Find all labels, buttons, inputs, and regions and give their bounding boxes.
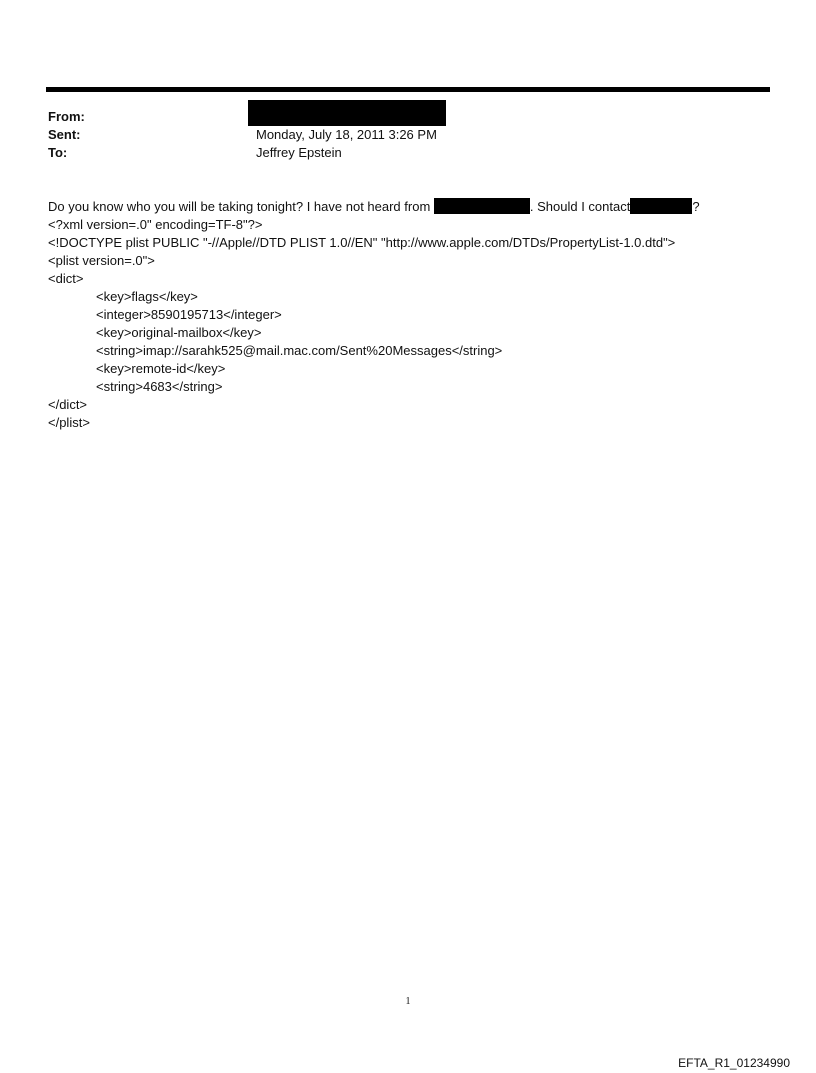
from-redaction <box>248 100 446 126</box>
sent-label: Sent: <box>48 127 81 142</box>
header-rule <box>46 87 770 92</box>
body-line-indented: <string>4683</string> <box>96 379 223 394</box>
intro-text-3: ? <box>692 199 700 214</box>
body-line: </plist> <box>48 415 90 430</box>
body-line: <?xml version=.0" encoding=TF-8"?> <box>48 217 263 232</box>
body-line: <plist version=.0"> <box>48 253 155 268</box>
body-line: <dict> <box>48 271 84 286</box>
to-label: To: <box>48 145 68 160</box>
intro-text-1: Do you know who you will be taking tonight? I have not heard from <box>48 199 434 214</box>
from-label: From: <box>48 109 85 124</box>
body-line: </dict> <box>48 397 88 412</box>
body-line-indented: <key>remote-id</key> <box>96 361 226 376</box>
body-line-intro <box>48 198 768 216</box>
name-redaction-2 <box>630 198 692 214</box>
body-line-indented: <key>flags</key> <box>96 289 198 304</box>
intro-text-2: . Should I contact <box>529 199 631 214</box>
to-value: Jeffrey Epstein <box>256 145 342 160</box>
email-body <box>48 198 768 432</box>
body-line-indented: <integer>8590195713</integer> <box>96 307 282 322</box>
body-line-indented: <key>original-mailbox</key> <box>96 325 262 340</box>
page-number: 1 <box>405 996 411 1007</box>
sent-value: Monday, July 18, 2011 3:26 PM <box>256 127 437 142</box>
bates-number: EFTA_R1_01234990 <box>678 1056 790 1070</box>
body-line-indented: <string>imap://sarahk525@mail.mac.com/Sent%20Messages</string> <box>96 343 503 358</box>
name-redaction-1 <box>434 198 530 214</box>
body-line: <!DOCTYPE plist PUBLIC "-//Apple//DTD PLIST 1.0//EN" "http://www.apple.com/DTDs/PropertyList-1.0.dtd"> <box>48 235 676 250</box>
